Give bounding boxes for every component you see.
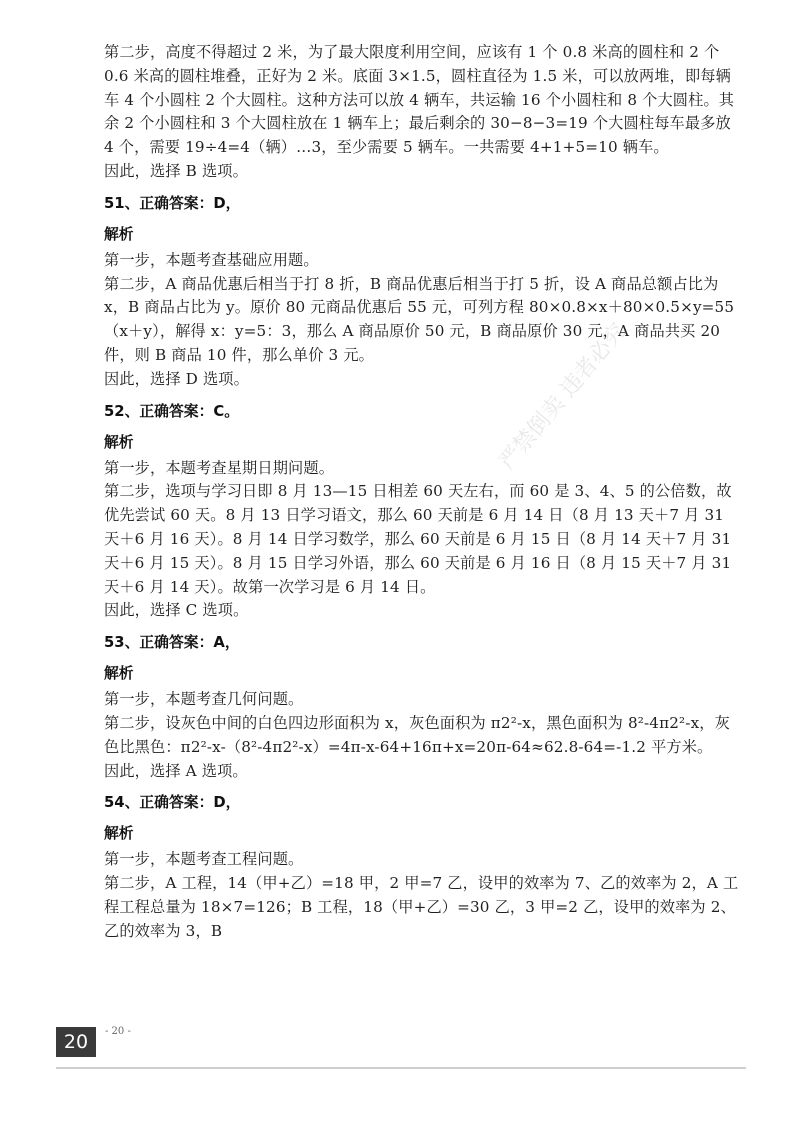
analysis-heading: 解析 [104, 665, 134, 683]
page-number-badge: 20 [56, 1027, 96, 1057]
paragraph: 因此，选择 C 选项。 [104, 601, 249, 620]
paragraph: 第一步，本题考查星期日期问题。 [104, 458, 335, 477]
analysis-heading: 解析 [104, 825, 134, 843]
answer-heading: 54、正确答案：D， [104, 794, 241, 812]
paragraph: 因此，选择 D 选项。 [104, 369, 249, 388]
analysis-heading: 解析 [104, 433, 134, 451]
paragraph: 第一步，本题考查基础应用题。 [104, 250, 319, 269]
answer-heading: 51、正确答案：D， [104, 194, 241, 212]
paragraph: 第二步，A 工程，14（甲+乙）=18 甲，2 甲=7 乙，设甲的效率为 7、乙的效率为 2，A 工程工程总量为 18×7=126；B 工程，18（甲+乙）=30 乙，3 甲=2 乙，设甲的效率为 2、乙的效率为 3，B [104, 874, 739, 940]
document-body [104, 41, 744, 944]
page-number-label: - 20 - [105, 1026, 131, 1037]
footer-divider [56, 1067, 746, 1069]
answer-heading: 52、正确答案：C。 [104, 402, 240, 420]
paragraph: 第二步，A 商品优惠后相当于打 8 折，B 商品优惠后相当于打 5 折，设 A 商品总额占比为 x，B 商品占比为 y。原价 80 元商品优惠后 55 元，可列方程 80×0.8×x＋80×0.5×y=55（x＋y），解得 x：y=5：3，那么 A 商品原价 50 元，B 商品原价 30 元，A 商品共买 20 件，则 B 商品 10 件，那么单价 3 元。 [104, 274, 735, 364]
paragraph: 第一步，本题考查几何问题。 [104, 690, 304, 709]
paragraph: 因此，选择 A 选项。 [104, 761, 248, 780]
watermark: 严禁倒卖 违者必究 [494, 318, 632, 475]
paragraph: 第二步，高度不得超过 2 米，为了最大限度利用空间，应该有 1 个 0.8 米高的圆柱和 2 个 0.6 米高的圆柱堆叠，正好为 2 米。底面 3×1.5，圆柱直径为 1.5 米，可以放两堆，即每辆车 4 个小圆柱 2 个大圆柱。这种方法可以放 4 辆车，共运输 16 个小圆柱和 8 个大圆柱。其余 2 个小圆柱和 3 个大圆柱放在 1 辆车上；最后剩余的 30−8−3=19 个大圆柱每车最多放 4 个，需要 19÷4=4（辆）…3，至少需要 5 辆车。一共需要 4+1+5=10 辆车。 [104, 43, 735, 157]
paragraph: 第一步，本题考查工程问题。 [104, 850, 304, 869]
paragraph: 第二步，选项与学习日即 8 月 13—15 日相差 60 天左右，而 60 是 3、4、5 的公倍数，故优先尝试 60 天。8 月 13 日学习语文，那么 60 天前是 6 月 14 日（8 月 13 天＋7 月 31 天＋6 月 16 天）。8 月 14 日学习数学，那么 60 天前是 6 月 15 日（8 月 14 天＋7 月 31 天＋6 月 15 天）。8 月 15 日学习外语，那么 60 天前是 6 月 16 日（8 月 15 天＋7 月 31 天＋6 月 14 天）。故第一次学习是 6 月 14 日。 [104, 482, 732, 596]
answer-heading: 53、正确答案：A， [104, 634, 240, 652]
paragraph: 因此，选择 B 选项。 [104, 161, 248, 180]
analysis-heading: 解析 [104, 225, 134, 243]
paragraph: 第二步，设灰色中间的白色四边形面积为 x，灰色面积为 π2²-x，黑色面积为 8²-4π2²-x，灰色比黑色：π2²-x-（8²-4π2²-x）=4π-x-64+16π+x=20π-64≈62.8-64=-1.2 平方米。 [104, 713, 730, 756]
